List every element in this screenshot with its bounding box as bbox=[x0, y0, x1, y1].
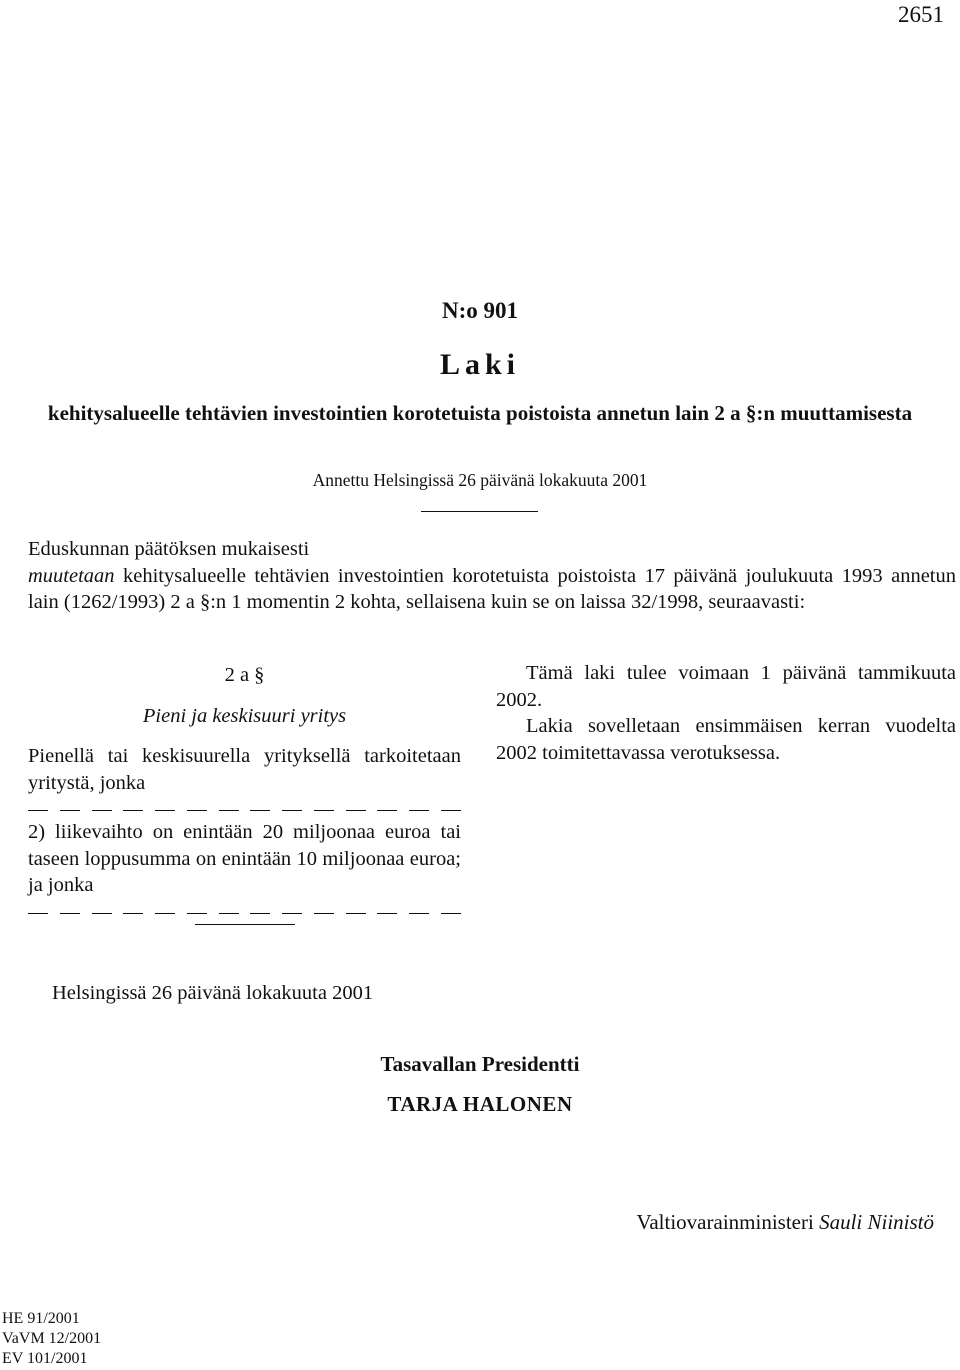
dash bbox=[60, 810, 80, 811]
dash bbox=[377, 810, 397, 811]
references bbox=[2, 1309, 101, 1369]
dash bbox=[314, 913, 334, 914]
preamble-text: kehitysalueelle tehtävien investointien korotetuista poistoista 17 päivänä joulukuuta 1993 annetun lain (1262/1993) 2 a §:n 1 momentin 2 kohta, sellaisena kuin se on laissa 32/1998, seuraavasti: bbox=[28, 564, 957, 613]
dash bbox=[219, 913, 239, 914]
signing-place-date: Helsingissä 26 päivänä lokakuuta 2001 bbox=[52, 982, 374, 1004]
dash bbox=[92, 913, 112, 914]
document-number: N:o 901 bbox=[441, 298, 519, 323]
minister-name: Sauli Niinistö bbox=[819, 1210, 934, 1234]
dash bbox=[409, 810, 429, 811]
reference-item: EV 101/2001 bbox=[2, 1350, 88, 1367]
law-subtitle: kehitysalueelle tehtävien investointien korotetuista poistoista annetun lain 2 a §:n muuttamisesta bbox=[47, 401, 913, 425]
dash bbox=[155, 810, 175, 811]
dash bbox=[314, 810, 334, 811]
section-number: 2 a § bbox=[224, 664, 265, 686]
divider-rule bbox=[195, 924, 295, 925]
dash bbox=[219, 810, 239, 811]
left-column bbox=[28, 660, 461, 925]
law-title: Laki bbox=[439, 348, 521, 381]
dash bbox=[60, 913, 80, 914]
dash bbox=[28, 810, 48, 811]
omission-dashes bbox=[28, 802, 461, 811]
given-date-line: Annettu Helsingissä 26 päivänä lokakuuta 2001 bbox=[312, 470, 648, 490]
page-number: 2651 bbox=[898, 2, 944, 27]
president-name: TARJA HALONEN bbox=[387, 1092, 573, 1116]
dash bbox=[92, 810, 112, 811]
dash bbox=[123, 810, 143, 811]
right-column bbox=[496, 660, 956, 766]
dash bbox=[377, 913, 397, 914]
dash bbox=[187, 913, 207, 914]
dash bbox=[346, 913, 366, 914]
omission-dashes bbox=[28, 905, 461, 914]
reference-item: VaVM 12/2001 bbox=[2, 1330, 102, 1347]
dash bbox=[409, 913, 429, 914]
dash bbox=[441, 913, 461, 914]
dash bbox=[441, 810, 461, 811]
dash bbox=[187, 810, 207, 811]
preamble-intro: Eduskunnan päätöksen mukaisesti bbox=[28, 538, 310, 560]
president-title: Tasavallan Presidentti bbox=[380, 1052, 580, 1076]
minister-title: Valtiovarainministeri bbox=[636, 1210, 814, 1234]
dash bbox=[123, 913, 143, 914]
application-note: Lakia sovelletaan ensimmäisen kerran vuodelta 2002 toimitettavassa verotuksessa. bbox=[496, 715, 956, 764]
dash bbox=[155, 913, 175, 914]
preamble bbox=[28, 536, 956, 616]
section-paragraph-1: Pienellä tai keskisuurella yrityksellä tarkoitetaan yritystä, jonka bbox=[28, 745, 461, 794]
dash bbox=[28, 913, 48, 914]
entry-into-force: Tämä laki tulee voimaan 1 päivänä tammikuuta 2002. bbox=[496, 662, 956, 711]
dash bbox=[250, 810, 270, 811]
dash bbox=[250, 913, 270, 914]
dash bbox=[282, 913, 302, 914]
section-title: Pieni ja keskisuuri yritys bbox=[142, 704, 347, 727]
section-paragraph-2: 2) liikevaihto on enintään 20 miljoonaa euroa tai taseen loppusumma on enintään 10 miljoonaa euroa; ja jonka bbox=[28, 821, 461, 896]
divider-rule bbox=[421, 511, 538, 512]
reference-item: HE 91/2001 bbox=[2, 1310, 80, 1327]
minister-signature bbox=[637, 1210, 934, 1235]
preamble-body bbox=[28, 563, 956, 616]
dash bbox=[282, 810, 302, 811]
dash bbox=[346, 810, 366, 811]
preamble-verb: muutetaan bbox=[28, 564, 115, 587]
